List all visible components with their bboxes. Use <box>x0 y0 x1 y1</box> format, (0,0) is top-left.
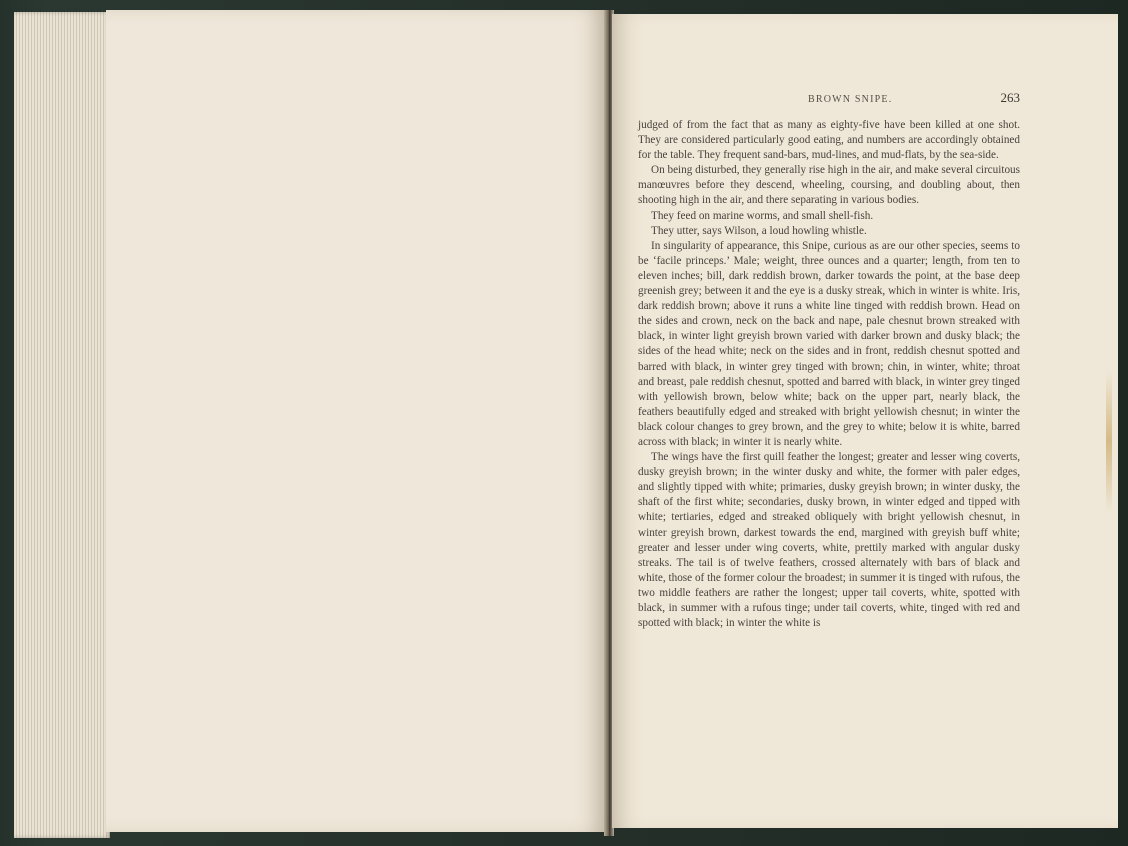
paragraph-4: They utter, says Wilson, a loud howling whistle. <box>651 224 867 237</box>
body-text <box>638 118 1020 631</box>
paragraph-1: judged of from the fact that as many as eighty-five have been killed at one shot. They are considered particularly good eating, and numbers are accordingly obtained for the table. They frequent sand-bars, mud-lines, and mud-flats, by the sea-side. <box>638 119 1020 162</box>
running-title: BROWN SNIPE. <box>808 94 893 105</box>
paragraph-2: On being disturbed, they generally rise high in the air, and make several circuitous manœuvres before they descend, wheeling, coursing, and doubling about, then shooting high in the air, and there separating in various bodies. <box>638 164 1020 207</box>
paragraph-3: They feed on marine worms, and small shell-fish. <box>651 209 874 222</box>
page-number: 263 <box>1000 90 1020 105</box>
page-header <box>638 90 1020 108</box>
page-edge-stain <box>1106 372 1112 512</box>
left-page-blank <box>106 10 606 832</box>
paragraph-5: In singularity of appearance, this Snipe, curious as are our other species, seems to be ‘facile princeps.’ Male; weight, three ounces and a quarter; length, from ten to eleven inches; bill, dark reddish brown, darker towards the point, at the base deep greenish grey; between it and the eye is a dusky streak, which in winter is white. Iris, dark reddish brown; above it runs a white line tinged with reddish brown. Head on the sides and crown, neck on the back and nape, pale chesnut brown streaked with black, in winter light greyish brown varied with darker brown and dusky black; the sides of the head white; neck on the sides and in front, reddish chesnut spotted and barred with black, in winter grey tinged with brown; chin, in winter, white; throat and breast, pale reddish chesnut, spotted and barred with black, in winter grey tinged with yellowish brown, below white; back on the upper part, nearly black, the feathers beautifully edged and streaked with bright yellowish chesnut; in winter the black colour changes to grey brown, and the grey to white; below it is white, barred across with black; in winter it is nearly white. <box>638 239 1020 448</box>
page-stack-edges <box>14 12 110 838</box>
paragraph-6: The wings have the first quill feather the longest; greater and lesser wing coverts, dusky greyish brown; in the winter dusky and white, the former with paler edges, and slightly tipped with white; primaries, dusky greyish brown; in winter dusky, the shaft of the first white; secondaries, dusky brown, in winter edged and tipped with white; tertiaries, edged and streaked obliquely with bright yellowish chesnut, in winter greyish brown, darkest towards the end, margined with greyish buff white; greater and lesser under wing coverts, white, prettily marked with angular dusky streaks. The tail is of twelve feathers, crossed alternately with bars of black and white, those of the former colour the broadest; in summer it is tinged with rufous, the two middle feathers are rather the longest; upper tail coverts, white, spotted with black, in summer with a rufous tinge; under tail coverts, white, tinged with red and spotted with black; in winter the white is <box>638 451 1020 630</box>
